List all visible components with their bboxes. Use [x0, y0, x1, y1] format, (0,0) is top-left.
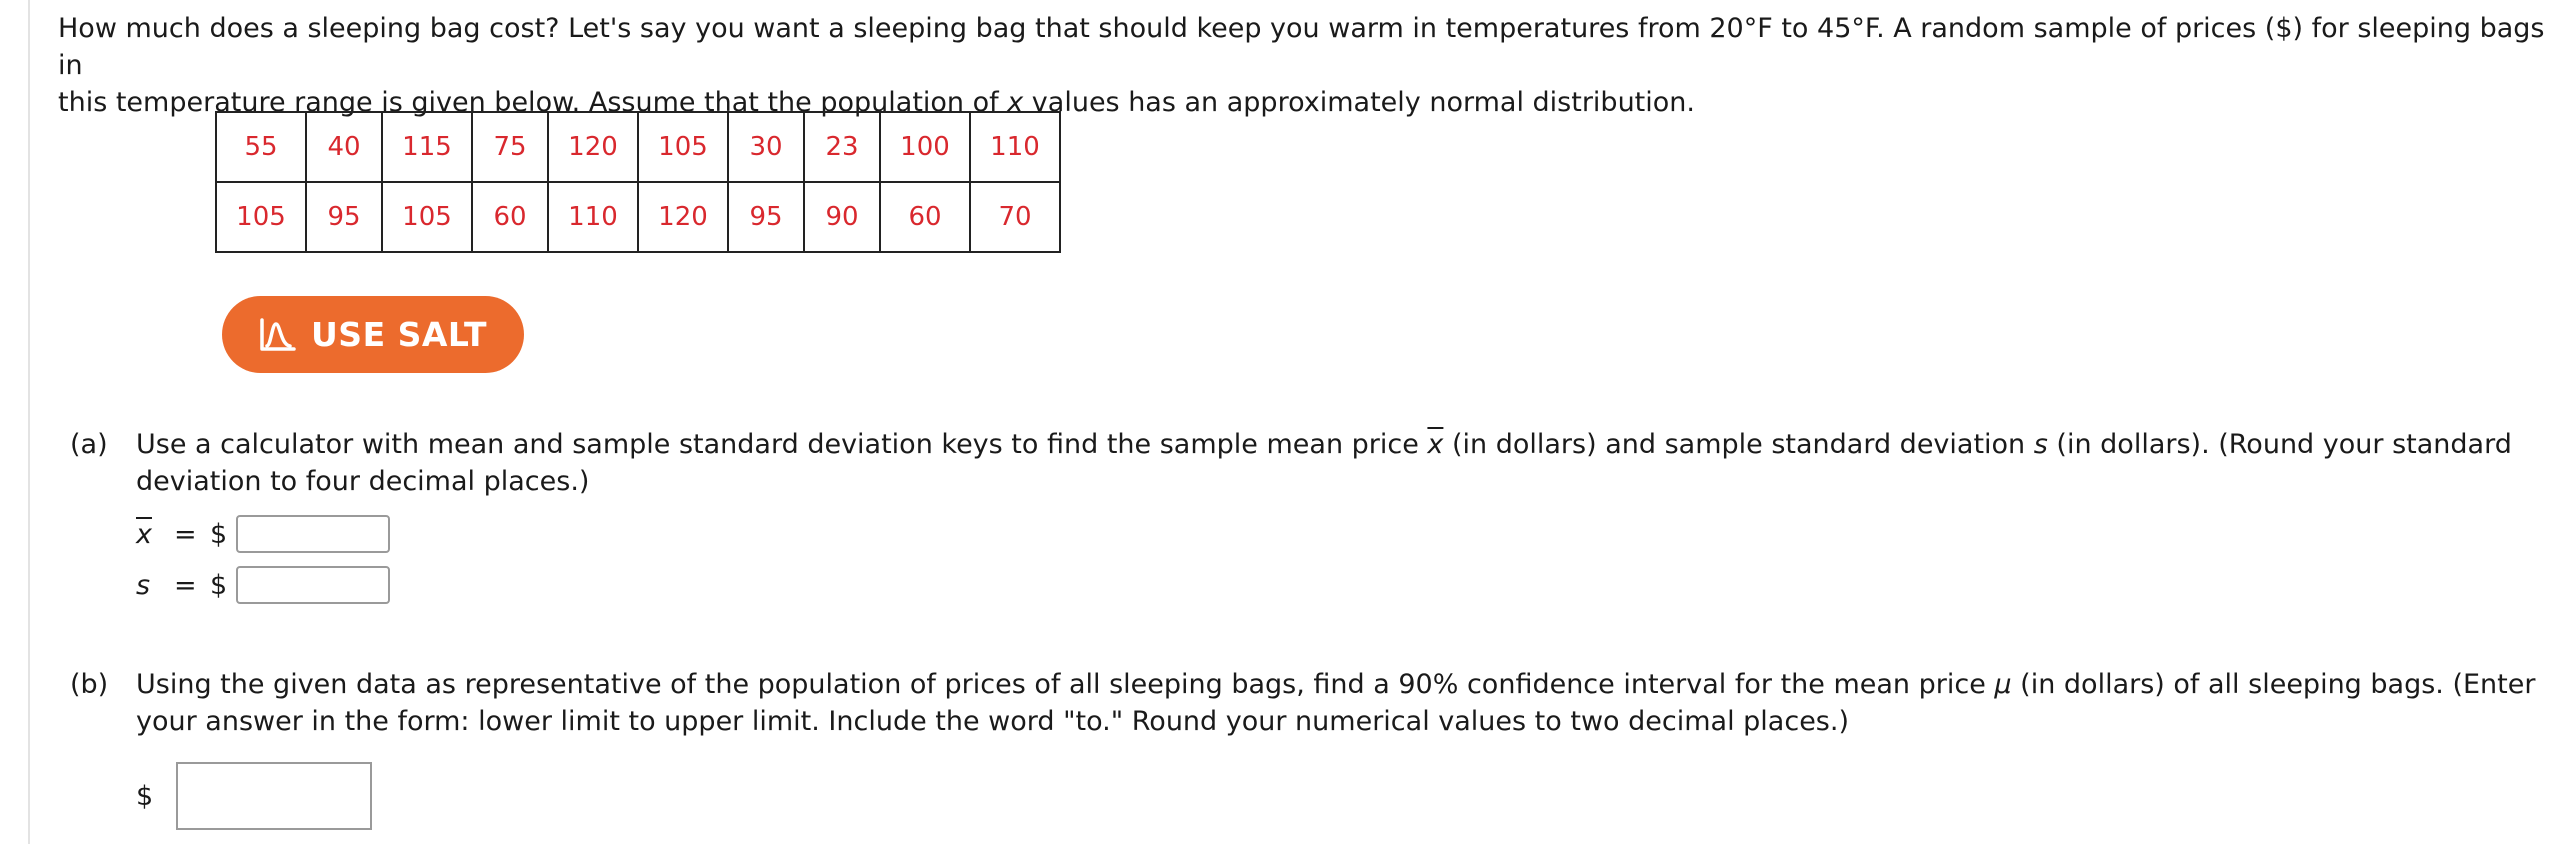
- table-cell: 75: [472, 112, 548, 182]
- s-symbol: s: [2033, 429, 2048, 460]
- answer-row-mean: [136, 515, 390, 553]
- dollar-sign: $: [210, 518, 228, 550]
- table-row: [216, 182, 1060, 252]
- xbar-symbol: $\overline{x}$: [1427, 429, 1444, 460]
- table-cell: 55: [216, 112, 306, 182]
- table-cell: 60: [880, 182, 970, 252]
- part-a-question: Use a calculator with mean and sample standard deviation keys to find the sample mean price $\overline{x}$ (in dollars) and sample standard deviation s (in dollars). (Round your standard deviation to four decimal places.): [136, 429, 2512, 497]
- table-cell: 115: [382, 112, 472, 182]
- std-dev-input[interactable]: [236, 566, 390, 604]
- table-cell: 105: [638, 112, 728, 182]
- table-cell: 30: [728, 112, 804, 182]
- part-b-question: Using the given data as representative of the population of prices of all sleeping bags, find a 90% confidence interval for the mean price μ (in dollars) of all sleeping bags. (Enter your answer in the form: lower limit to upper limit. Include the word "to." Round your numerical values to two decimal places.): [136, 669, 2536, 737]
- part-a: [70, 426, 2550, 500]
- table-cell: 40: [306, 112, 382, 182]
- question-intro: [58, 10, 2548, 121]
- table-cell: 120: [548, 112, 638, 182]
- table-cell: 70: [970, 182, 1060, 252]
- table-cell: 105: [382, 182, 472, 252]
- intro-line-2a: this temperature range is given below. Assume that the population of: [58, 87, 1008, 118]
- table-cell: 105: [216, 182, 306, 252]
- table-cell: 95: [306, 182, 382, 252]
- part-a-tag: (a): [70, 429, 108, 460]
- use-salt-button[interactable]: [222, 296, 524, 373]
- table-cell: 120: [638, 182, 728, 252]
- table-cell: 23: [804, 112, 880, 182]
- equals-sign: =: [174, 518, 197, 550]
- use-salt-label: USE SALT: [311, 315, 487, 354]
- table-row: [216, 112, 1060, 182]
- intro-line-1: How much does a sleeping bag cost? Let's say you want a sleeping bag that should keep you warm in temperatures from 20°F to 45°F. A random sample of prices ($) for sleeping bags in: [58, 13, 2545, 81]
- dollar-sign: $: [210, 569, 228, 601]
- answer-row-sd: [136, 566, 390, 604]
- table-cell: 100: [880, 112, 970, 182]
- equals-sign: =: [174, 569, 197, 601]
- xbar-label: $\overline{x}$: [136, 518, 152, 550]
- s-label: s: [136, 569, 151, 601]
- table-cell: 90: [804, 182, 880, 252]
- part-b-tag: (b): [70, 669, 109, 700]
- price-data-table: [215, 111, 1061, 253]
- confidence-interval-input[interactable]: [176, 762, 372, 830]
- left-margin: [0, 0, 30, 844]
- table-cell: 110: [970, 112, 1060, 182]
- intro-line-2b: values has an approximately normal distribution.: [1023, 87, 1695, 118]
- table-cell: 60: [472, 182, 548, 252]
- mean-input[interactable]: [236, 515, 390, 553]
- answer-row-interval: [136, 762, 372, 830]
- part-b: [70, 666, 2550, 740]
- intro-variable: x: [1007, 87, 1024, 118]
- dollar-sign: $: [136, 780, 154, 812]
- salt-chart-icon: [259, 318, 297, 352]
- table-cell: 95: [728, 182, 804, 252]
- mu-symbol: μ: [1994, 669, 2012, 700]
- table-cell: 110: [548, 182, 638, 252]
